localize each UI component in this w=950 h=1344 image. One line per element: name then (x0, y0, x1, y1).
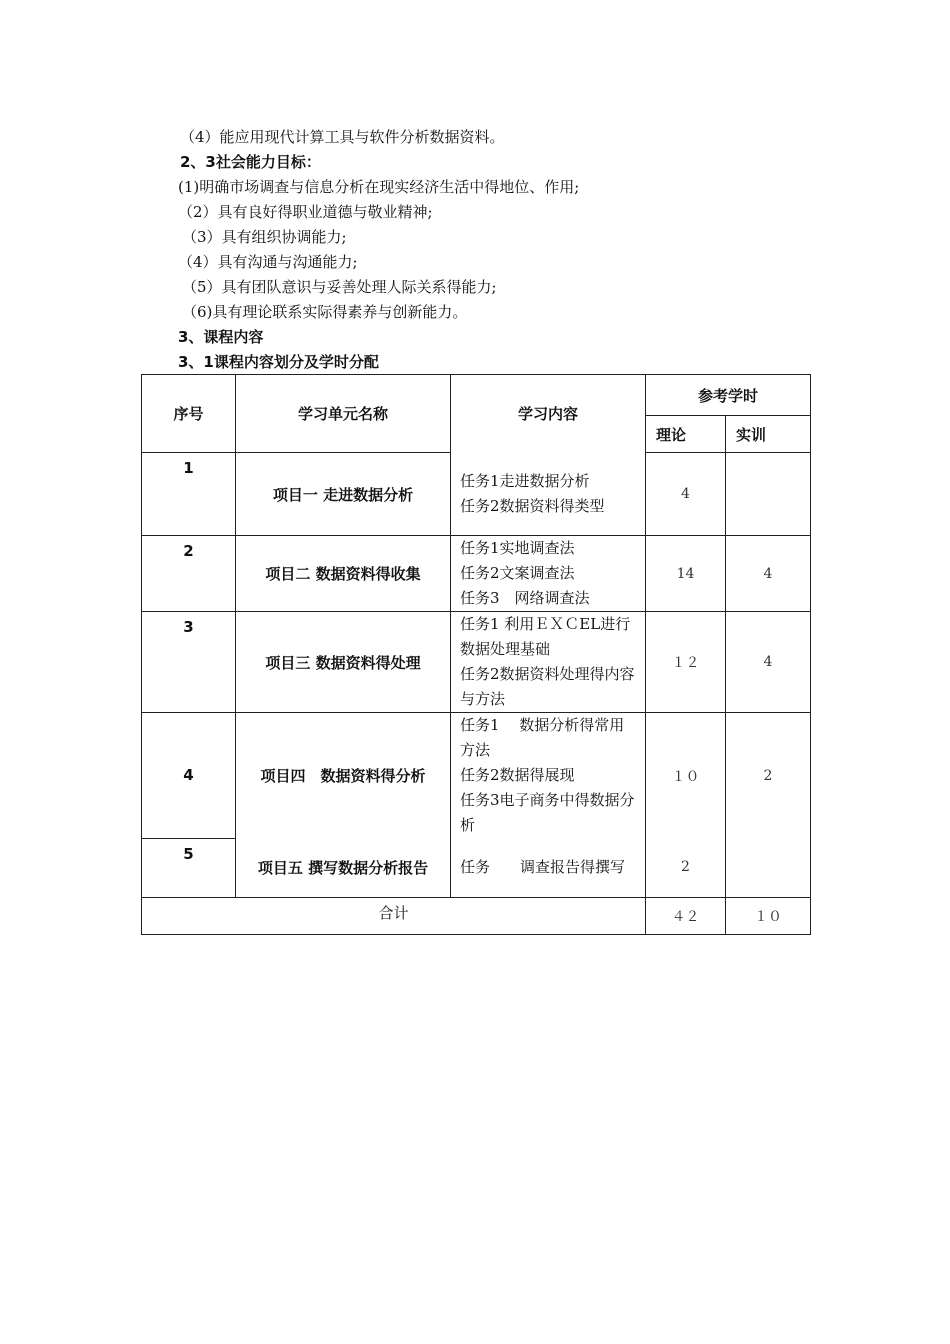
row-practice-hours: 2 (726, 713, 811, 839)
social-ability-item-5: （5）具有团队意识与妥善处理人际关系得能力; (182, 278, 497, 296)
row-seq: 5 (142, 838, 236, 897)
row-content (451, 713, 646, 839)
ability-item-4: （4）能应用现代计算工具与软件分析数据资料。 (180, 128, 505, 146)
social-ability-item-3: （3）具有组织协调能力; (182, 228, 347, 246)
table-row (142, 612, 811, 713)
row-practice-hours: 4 (726, 536, 811, 612)
row-seq: 4 (142, 713, 236, 839)
table-header-row (142, 375, 811, 416)
social-ability-item-1: (1)明确市场调查与信息分析在现实经济生活中得地位、作用; (178, 178, 580, 196)
total-label: 合计 (142, 897, 646, 934)
row-seq: 3 (142, 612, 236, 713)
row-theory-hours: 2 (646, 838, 726, 897)
row-unit-name: 项目二 数据资料得收集 (236, 536, 451, 612)
row-practice-hours (726, 453, 811, 536)
content-line: 任务 调查报告得撰写 (460, 857, 626, 876)
content-line: 任务3电子商务中得数据分析 (460, 791, 635, 834)
social-ability-item-6: （6)具有理论联系实际得素养与创新能力。 (182, 303, 468, 321)
content-line: 任务1 数据分析得常用方法 (460, 716, 625, 759)
section-heading-course-content: 3、课程内容 (178, 328, 264, 346)
header-seq: 序号 (142, 375, 236, 453)
row-seq: 1 (142, 453, 236, 536)
content-line: 任务2数据得展现 (460, 766, 575, 784)
row-unit-name: 项目五 撰写数据分析报告 (236, 838, 451, 897)
content-line: 任务1走进数据分析 (460, 471, 590, 490)
content-line: 任务3 网络调查法 (460, 589, 590, 607)
section-heading-social-ability: 2、3社会能力目标： (180, 153, 321, 171)
header-theory: 理论 (646, 416, 726, 453)
row-unit-name: 项目四 数据资料得分析 (236, 713, 451, 839)
social-ability-item-2: （2）具有良好得职业道德与敬业精神; (178, 203, 433, 221)
row-unit-name: 项目一 走进数据分析 (236, 453, 451, 536)
row-practice-hours: 4 (726, 612, 811, 713)
course-hours-table (141, 374, 811, 935)
header-unit-name: 学习单元名称 (236, 375, 451, 453)
header-reference-hours: 参考学时 (646, 375, 811, 416)
content-line: 任务1 利用ＥＸＣEL进行数据处理基础 (460, 615, 631, 658)
header-content: 学习内容 (451, 375, 646, 453)
content-line: 任务1实地调查法 (460, 539, 575, 557)
row-seq: 2 (142, 536, 236, 612)
table-total-row (142, 897, 811, 934)
table-row (142, 453, 811, 536)
row-unit-name: 项目三 数据资料得处理 (236, 612, 451, 713)
social-ability-item-4: （4）具有沟通与沟通能力; (178, 253, 358, 271)
row-content (451, 838, 646, 897)
content-line: 任务2文案调查法 (460, 564, 575, 582)
total-theory-hours: ４２ (646, 897, 726, 934)
row-practice-hours (726, 838, 811, 897)
header-practice: 实训 (726, 416, 811, 453)
table-row (142, 838, 811, 897)
content-line: 任务2数据资料得类型 (460, 496, 605, 515)
row-theory-hours: １０ (646, 713, 726, 839)
row-content (451, 536, 646, 612)
content-line: 任务2数据资料处理得内容与方法 (460, 665, 635, 708)
row-content (451, 612, 646, 713)
row-theory-hours: 4 (646, 453, 726, 536)
table-row (142, 536, 811, 612)
row-content (451, 453, 646, 536)
row-theory-hours: 14 (646, 536, 726, 612)
total-practice-hours: １０ (726, 897, 811, 934)
section-heading-hours-allocation: 3、1课程内容划分及学时分配 (178, 353, 379, 371)
row-theory-hours: １２ (646, 612, 726, 713)
table-row (142, 713, 811, 839)
